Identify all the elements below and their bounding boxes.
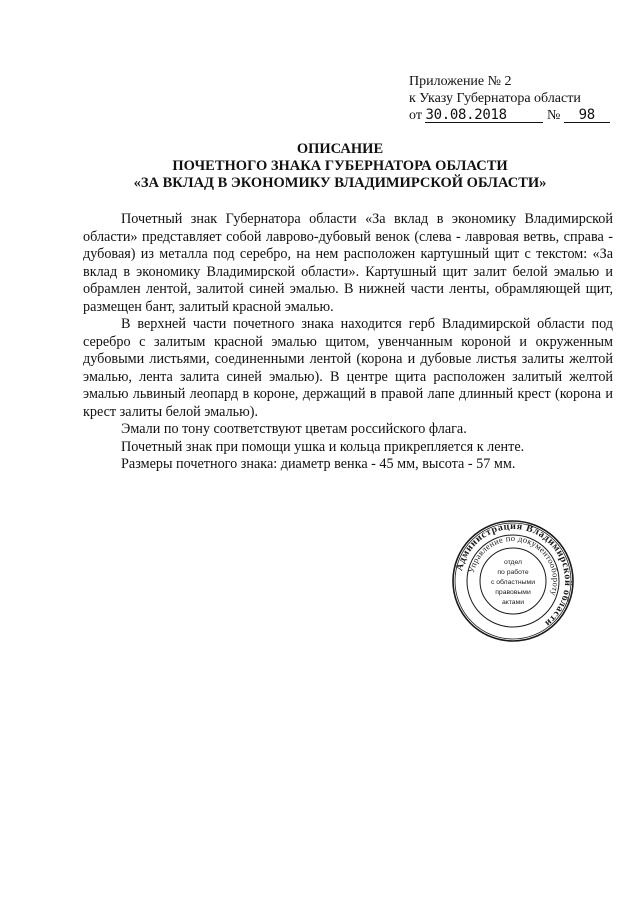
- official-stamp: [450, 519, 576, 643]
- decree-number: 98: [564, 108, 610, 123]
- paragraph-3: Эмали по тону соответствуют цветам российского флага.: [121, 421, 467, 437]
- stamp-outer-text: Администрация Владимирской области: [454, 520, 574, 629]
- number-label: №: [546, 108, 561, 123]
- paragraph-5: Размеры почетного знака: диаметр венка - 45 мм, высота - 57 мм.: [121, 456, 516, 472]
- paragraph-4: Почетный знак при помощи ушка и кольца прикрепляется к ленте.: [121, 438, 525, 455]
- title-line-3: «ЗА ВКЛАД В ЭКОНОМИКУ ВЛАДИМИРСКОЙ ОБЛАСТИ»: [133, 175, 547, 191]
- document-title: [60, 141, 620, 192]
- stamp-center-line-2: по работе: [497, 569, 529, 576]
- stamp-center-line-5: актами: [501, 599, 525, 606]
- appendix-date-line: [409, 107, 629, 124]
- document-body: [83, 211, 613, 474]
- paragraph-2: В верхней части почетного знака находится герб Владимирской области под серебро с залитым красной эмалью щитом, увенчанным короной и окруженным дубовыми листьями, соединенными лентой (корона и дубовые листья залиты желтой эмалью, лента залита синей эмалью). В центре щита расположен залитый желтой эмалью львиный леопард в короне, держащий в правой лапе длинный крест (корона и крест залиты белой эмалью).: [83, 316, 613, 420]
- title-line-2: ПОЧЕТНОГО ЗНАКА ГУБЕРНАТОРА ОБЛАСТИ: [172, 158, 508, 174]
- from-label: от: [409, 108, 422, 123]
- stamp-center-line-4: правовыми: [495, 589, 531, 596]
- appendix-decree-ref: к Указу Губернатора области: [409, 91, 581, 106]
- stamp-center-line-3: с областными: [490, 579, 536, 586]
- appendix-header: [409, 73, 629, 124]
- decree-date: 30.08.2018: [425, 108, 543, 123]
- paragraph-1: Почетный знак Губернатора области «За вклад в экономику Владимирской области» представляет собой лаврово-дубовый венок (слева - лавровая ветвь, справа - дубовая) из металла под серебро, на нем расположен картушный щит с текстом: «За вклад в экономику Владимирской области». Картушный щит залит белой эмалью и обрамлен лентой, залитой синей эмалью. В нижней части ленты, обрамляющей щит, размещен бант, залитый красной эмалью.: [83, 211, 613, 315]
- appendix-number: Приложение № 2: [409, 74, 512, 89]
- title-line-1: ОПИСАНИЕ: [296, 141, 384, 157]
- stamp-center-line-1: отдел: [503, 559, 523, 566]
- stamp-inner-text: Управление по документообороту: [465, 532, 562, 598]
